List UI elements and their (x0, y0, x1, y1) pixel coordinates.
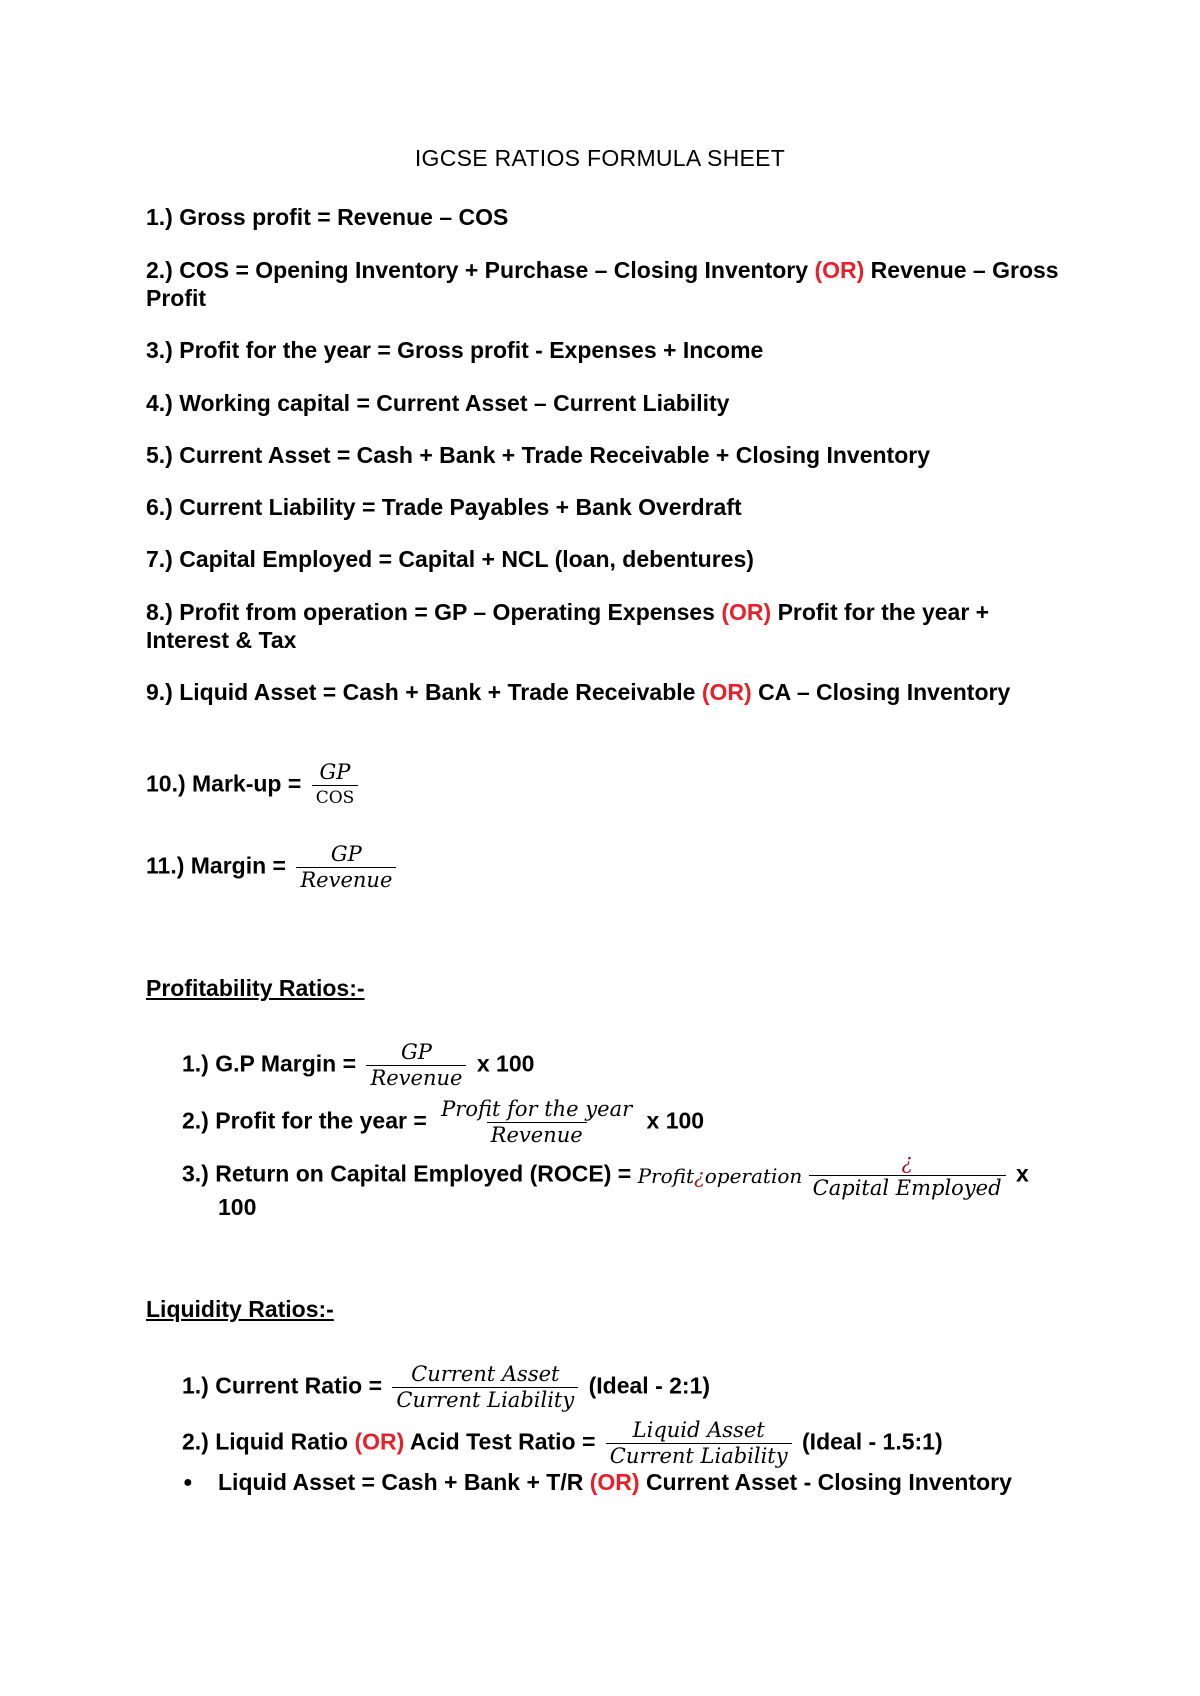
formula-8-text-a: 8.) Profit from operation = GP – Operating Expenses (146, 599, 715, 625)
formula-10-label: 10.) Mark-up = (146, 770, 302, 797)
liquidity-bullet (218, 1468, 1138, 1496)
formula-7 (146, 545, 1066, 573)
formula-9-text-b: CA – Closing Inventory (758, 679, 1011, 705)
fraction-numerator: Profit for the year (441, 1097, 633, 1121)
formula-3-text: 3.) Profit for the year = Gross profit - Expenses + Income (146, 337, 764, 363)
formula-5 (146, 441, 1066, 469)
roce-lead-a: Profit (637, 1163, 695, 1188)
formula-9-text-a: 9.) Liquid Asset = Cash + Bank + Trade Receivable (146, 679, 696, 705)
fraction-numerator: GP (319, 760, 351, 784)
ratio-label-a: 2.) Liquid Ratio (182, 1428, 349, 1455)
fraction-gp-margin (366, 1040, 466, 1091)
formula-1 (146, 203, 1066, 231)
fraction-markup (312, 760, 359, 811)
or-marker: (OR) (589, 1469, 640, 1495)
ratio-label: 1.) Current Ratio = (182, 1372, 383, 1399)
formula-5-text: 5.) Current Asset = Cash + Bank + Trade Receivable + Closing Inventory (146, 442, 930, 468)
or-marker: (OR) (721, 599, 772, 625)
fraction-denominator: Capital Employed (809, 1175, 1006, 1201)
fraction-margin (296, 842, 396, 893)
bullet-text-a: Liquid Asset = Cash + Bank + T/R (218, 1469, 584, 1495)
fraction-liquid-ratio (606, 1418, 792, 1469)
fraction-denominator: Revenue (487, 1122, 587, 1148)
formula-6-text: 6.) Current Liability = Trade Payables + Bank Overdraft (146, 494, 742, 520)
formula-6 (146, 493, 1066, 521)
fraction-denominator: COS (312, 785, 359, 811)
formula-2-text-b: Revenue – Gross Profit (146, 257, 1059, 311)
fraction-profit-year (437, 1097, 636, 1148)
formula-4-text: 4.) Working capital = Current Asset – Current Liability (146, 390, 730, 416)
liquidity-ratio-1 (182, 1362, 1102, 1413)
section-heading-liquidity: Liquidity Ratios:- (146, 1296, 334, 1322)
ratio-label: 3.) Return on Capital Employed (ROCE) = (182, 1160, 632, 1187)
formula-4 (146, 389, 1066, 417)
or-marker: (OR) (701, 679, 752, 705)
fraction-denominator: Revenue (296, 867, 396, 893)
roce-expression (638, 1162, 803, 1190)
ratio-ideal: (Ideal - 1.5:1) (802, 1428, 943, 1455)
formula-1-text: 1.) Gross profit = Revenue – COS (146, 204, 509, 230)
profitability-ratio-1 (182, 1040, 1102, 1091)
formula-9 (146, 678, 1066, 706)
ratio-multiplier-value: 100 (218, 1194, 257, 1220)
ratio-multiplier: x 100 (646, 1107, 705, 1134)
formula-11-label: 11.) Margin = (146, 852, 286, 879)
formula-10 (146, 760, 1066, 811)
fraction-numerator: GP (400, 1040, 432, 1064)
formula-8 (146, 598, 1066, 654)
page-title: IGCSE RATIOS FORMULA SHEET (414, 145, 786, 171)
ratio-ideal: (Ideal - 2:1) (588, 1372, 711, 1399)
ratio-multiplier: x (1015, 1160, 1029, 1187)
liquidity-ratio-2 (182, 1418, 1102, 1469)
roce-lead-symbol: ¿ (694, 1163, 705, 1188)
formula-2-text-a: 2.) COS = Opening Inventory + Purchase – Closing Inventory (146, 257, 809, 283)
profitability-ratio-3-continued (218, 1193, 1138, 1221)
or-marker: (OR) (354, 1428, 405, 1455)
fraction-numerator: GP (330, 842, 362, 866)
fraction-denominator: Current Liability (606, 1443, 792, 1469)
bullet-icon: ● (183, 1474, 193, 1491)
fraction-numerator: Liquid Asset (632, 1418, 765, 1442)
fraction-denominator: Current Liability (392, 1387, 578, 1413)
ratio-label: 2.) Profit for the year = (182, 1107, 427, 1134)
formula-2 (146, 256, 1066, 312)
ratio-multiplier: x 100 (476, 1050, 535, 1077)
formula-8-text-b: Profit for the year + Interest & Tax (146, 599, 990, 653)
formula-3 (146, 336, 1066, 364)
ratio-label: 1.) G.P Margin = (182, 1050, 357, 1077)
fraction-current-ratio (392, 1362, 578, 1413)
or-marker: (OR) (814, 257, 865, 283)
fraction-numerator: ¿ (901, 1150, 913, 1174)
roce-lead-b: operation (704, 1163, 803, 1188)
ratio-label-b: Acid Test Ratio = (409, 1428, 596, 1455)
formula-11 (146, 842, 1066, 893)
formula-7-text: 7.) Capital Employed = Capital + NCL (loan, debentures) (146, 546, 754, 572)
section-heading-profitability: Profitability Ratios:- (146, 975, 365, 1001)
fraction-numerator: Current Asset (411, 1362, 560, 1386)
fraction-denominator: Revenue (366, 1065, 466, 1091)
profitability-ratio-2 (182, 1097, 1102, 1148)
bullet-text-b: Current Asset - Closing Inventory (645, 1469, 1012, 1495)
